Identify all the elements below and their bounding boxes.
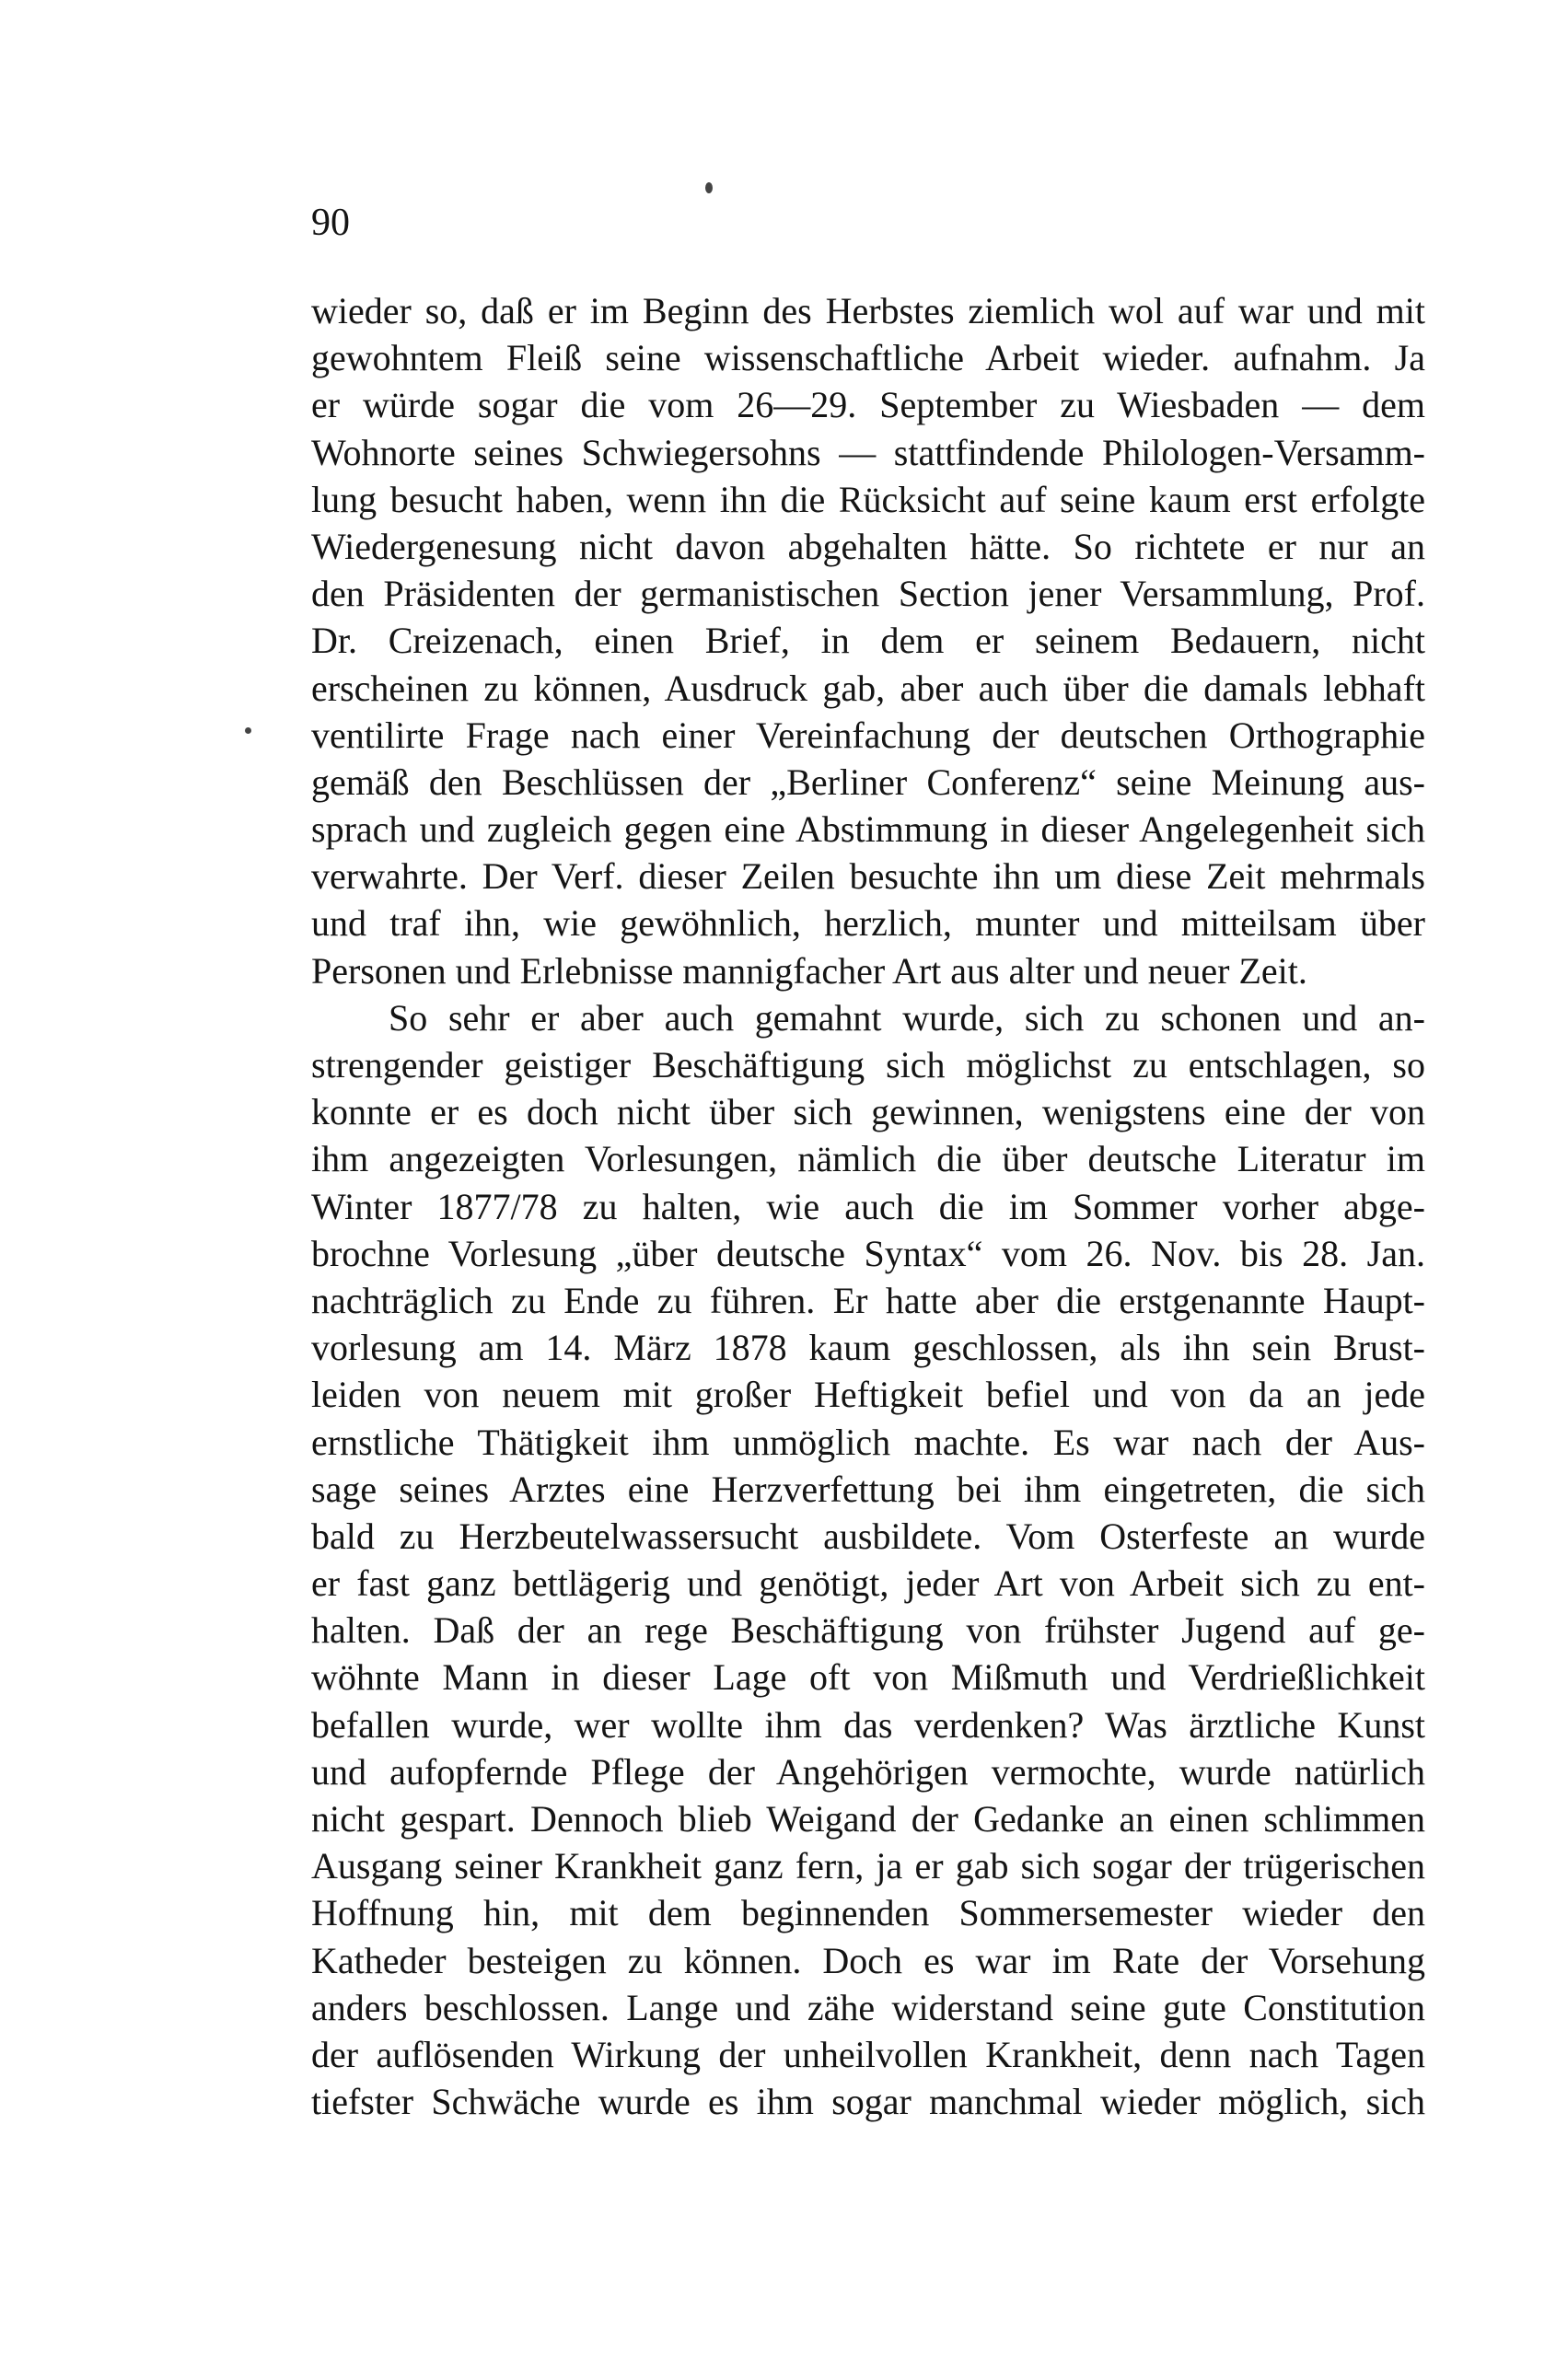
- text-line: Ausgang seiner Krankheit ganz fern, ja er gab sich sogar der trügerischen: [311, 1845, 1425, 1887]
- text-line: sprach und zugleich gegen eine Abstimmung in dieser Angelegenheit sich: [311, 808, 1425, 851]
- text-line: Katheder besteigen zu können. Doch es war im Rate der Vorsehung: [311, 1939, 1425, 1981]
- text-line: anders beschlossen. Lange und zähe widerstand seine gute Constitution: [311, 1986, 1425, 2028]
- text-line: gewohntem Fleiß seine wissenschaftliche Arbeit wieder. aufnahm. Ja: [311, 337, 1425, 379]
- text-line: nachträglich zu Ende zu führen. Er hatte aber die erstgenannte Haupt-: [311, 1279, 1425, 1321]
- text-line: nicht gespart. Dennoch blieb Weigand der Gedanke an einen schlimmen: [311, 1798, 1425, 1840]
- text-line: er fast ganz bettlägerig und genötigt, jeder Art von Arbeit sich zu ent-: [311, 1562, 1425, 1605]
- text-line: ventilirte Frage nach einer Vereinfachung der deutschen Orthographie: [311, 714, 1425, 756]
- body-text: [311, 287, 1425, 2125]
- text-line: Winter 1877/78 zu halten, wie auch die im Sommer vorher abge-: [311, 1185, 1425, 1227]
- text-line: bald zu Herzbeutelwassersucht ausbildete. Vom Osterfeste an wurde: [311, 1515, 1425, 1557]
- text-line: wieder so, daß er im Beginn des Herbstes ziemlich wol auf war und mit: [311, 290, 1425, 331]
- text-line: strengender geistiger Beschäftigung sich möglichst zu entschlagen, so: [311, 1044, 1425, 1086]
- ink-speck: [705, 182, 713, 193]
- text-line: Dr. Creizenach, einen Brief, in dem er seinem Bedauern, nicht: [311, 620, 1425, 662]
- text-line: vorlesung am 14. März 1878 kaum geschlossen, als ihn sein Brust-: [311, 1327, 1425, 1369]
- text-line: So sehr er aber auch gemahnt wurde, sich zu schonen und an-: [389, 996, 1425, 1039]
- text-line: konnte er es doch nicht über sich gewinnen, wenigstens eine der von: [311, 1091, 1425, 1133]
- text-line: Personen und Erlebnisse mannigfacher Art aus alter und neuer Zeit.: [311, 949, 1307, 992]
- text-line: verwahrte. Der Verf. dieser Zeilen besuchte ihn um diese Zeit mehrmals: [311, 855, 1425, 898]
- text-line: und traf ihn, wie gewöhnlich, herzlich, munter und mitteilsam über: [311, 902, 1425, 945]
- text-line: brochne Vorlesung „über deutsche Syntax“ vom 26. Nov. bis 28. Jan.: [311, 1232, 1425, 1274]
- text-line: halten. Daß der an rege Beschäftigung von frühster Jugend auf ge-: [311, 1609, 1425, 1652]
- text-line: wöhnte Mann in dieser Lage oft von Mißmuth und Verdrießlichkeit: [311, 1656, 1425, 1699]
- text-line: befallen wurde, wer wollte ihm das verdenken? Was ärztliche Kunst: [311, 1703, 1425, 1746]
- text-line: ihm angezeigten Vorlesungen, nämlich die über deutsche Literatur im: [311, 1138, 1425, 1180]
- page-number: 90: [311, 202, 350, 244]
- text-line: er würde sogar die vom 26—29. September zu Wiesbaden — dem: [311, 384, 1425, 426]
- text-line: Wiedergenesung nicht davon abgehalten hätte. So richtete er nur an: [311, 525, 1425, 567]
- text-line: der auflösenden Wirkung der unheilvollen Krankheit, denn nach Tagen: [311, 2033, 1425, 2075]
- text-line: tiefster Schwäche wurde es ihm sogar manchmal wieder möglich, sich: [311, 2081, 1425, 2123]
- text-line: sage seines Arztes eine Herzverfettung bei ihm eingetreten, die sich: [311, 1468, 1425, 1510]
- text-line: leiden von neuem mit großer Heftigkeit befiel und von da an jede: [311, 1374, 1425, 1416]
- text-line: erscheinen zu können, Ausdruck gab, aber auch über die damals lebhaft: [311, 667, 1425, 709]
- text-line: und aufopfernde Pflege der Angehörigen vermochte, wurde natürlich: [311, 1750, 1425, 1793]
- text-line: Wohnorte seines Schwiegersohns — stattfindende Philologen-Versamm-: [311, 431, 1425, 473]
- text-line: lung besucht haben, wenn ihn die Rücksicht auf seine kaum erst erfolgte: [311, 478, 1425, 520]
- ink-speck: [245, 727, 251, 734]
- text-line: gemäß den Beschlüssen der „Berliner Conferenz“ seine Meinung aus-: [311, 760, 1425, 803]
- text-line: Hoffnung hin, mit dem beginnenden Sommersemester wieder den: [311, 1892, 1425, 1934]
- text-line: den Präsidenten der germanistischen Section jener Versammlung, Prof.: [311, 573, 1425, 615]
- text-line: ernstliche Thätigkeit ihm unmöglich machte. Es war nach der Aus-: [311, 1421, 1425, 1463]
